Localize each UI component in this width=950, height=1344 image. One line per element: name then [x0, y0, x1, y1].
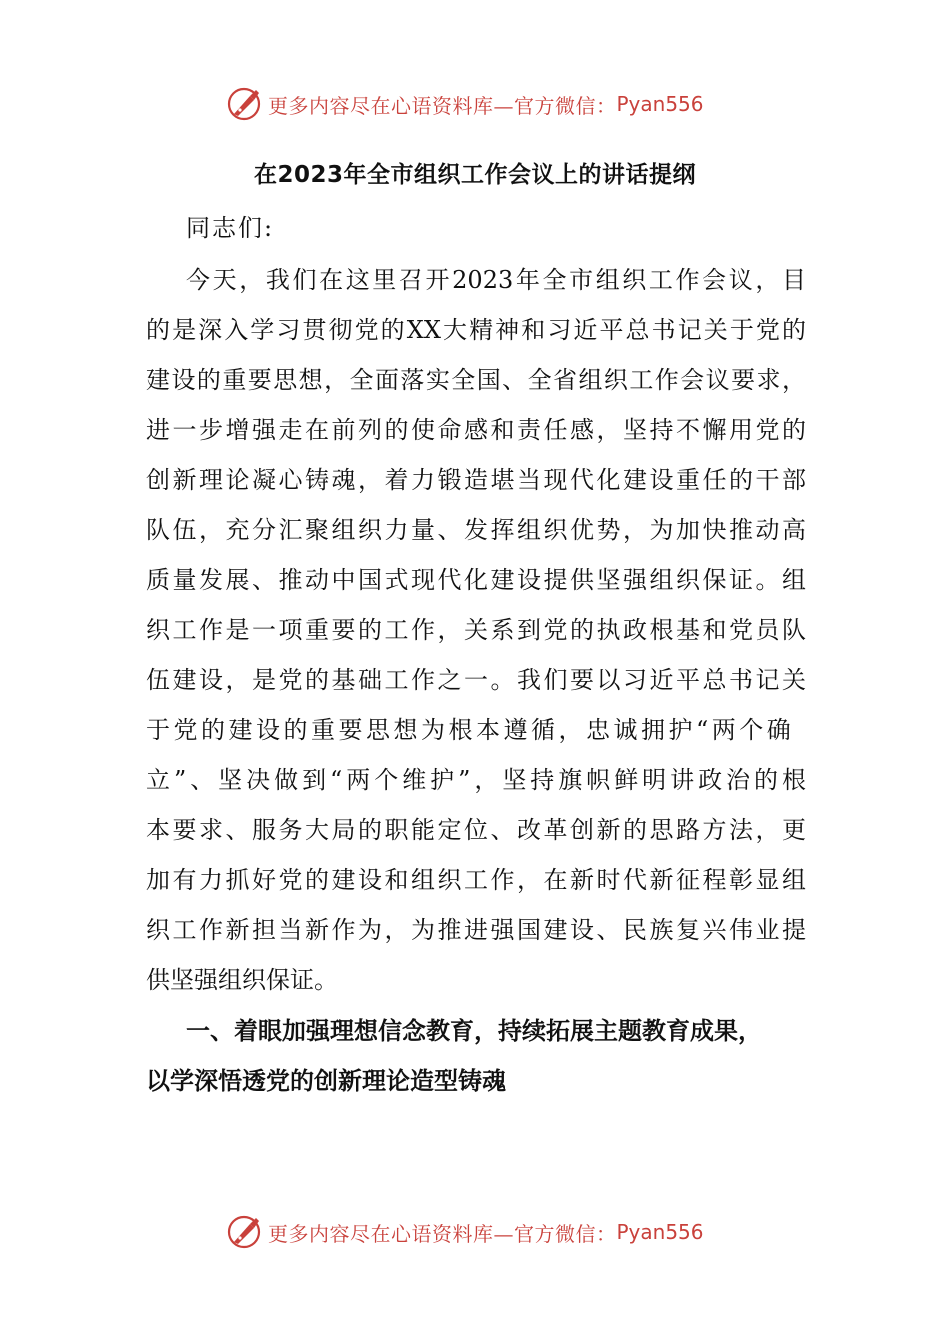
body-line: 于党的建设的重要思想为根本遵循，忠诚拥护“两个确 [146, 716, 795, 744]
section-heading-line: 一、着眼加强理想信念教育，持续拓展主题教育成果， [186, 1017, 762, 1045]
document-title: 在2023年全市组织工作会议上的讲话提纲 [253, 162, 696, 188]
watermark-text: 更多内容尽在心语资料库—官方微信： [268, 1221, 617, 1246]
body-line: 的是深入学习贯彻党的XX大精神和习近平总书记关于党的 [146, 316, 806, 344]
body-line: 供坚强组织保证。 [146, 966, 338, 994]
body-line: 立”、坚决做到“两个维护”，坚持旗帜鲜明讲政治的根 [146, 766, 806, 794]
fountain-pen-logo-icon [226, 1214, 262, 1250]
section-heading [146, 1010, 806, 1110]
watermark-text: 更多内容尽在心语资料库—官方微信： [268, 93, 617, 118]
body-line: 创新理论凝心铸魂，着力锻造堪当现代化建设重任的干部 [146, 466, 806, 494]
watermark-banner-top [0, 84, 950, 124]
body-line: 建设的重要思想，全面落实全国、全省组织工作会议要求， [146, 366, 806, 394]
section-heading-line: 以学深悟透党的创新理论造型铸魂 [146, 1067, 506, 1095]
watermark-wechat-id: Pyan556 [616, 1220, 704, 1244]
watermark-wechat-id: Pyan556 [616, 92, 704, 116]
body-line: 伍建设，是党的基础工作之一。我们要以习近平总书记关 [146, 666, 806, 694]
body-line: 本要求、服务大局的职能定位、改革创新的思路方法，更 [146, 816, 806, 844]
body-line: 织工作新担当新作为，为推进强国建设、民族复兴伟业提 [146, 916, 806, 944]
body-line: 质量发展、推动中国式现代化建设提供坚强组织保证。组 [146, 566, 806, 594]
body-line: 加有力抓好党的建设和组织工作，在新时代新征程彰显组 [146, 866, 806, 894]
fountain-pen-logo-icon [226, 86, 262, 122]
body-line: 队伍，充分汇聚组织力量、发挥组织优势，为加快推动高 [146, 516, 806, 544]
salutation: 同志们: [186, 214, 275, 242]
body-line: 今天，我们在这里召开2023年全市组织工作会议，目 [186, 266, 806, 294]
body-paragraph [146, 259, 806, 1009]
body-line: 进一步增强走在前列的使命感和责任感，坚持不懈用党的 [146, 416, 806, 444]
body-line: 织工作是一项重要的工作，关系到党的执政根基和党员队 [146, 616, 806, 644]
watermark-banner-bottom [0, 1212, 950, 1252]
